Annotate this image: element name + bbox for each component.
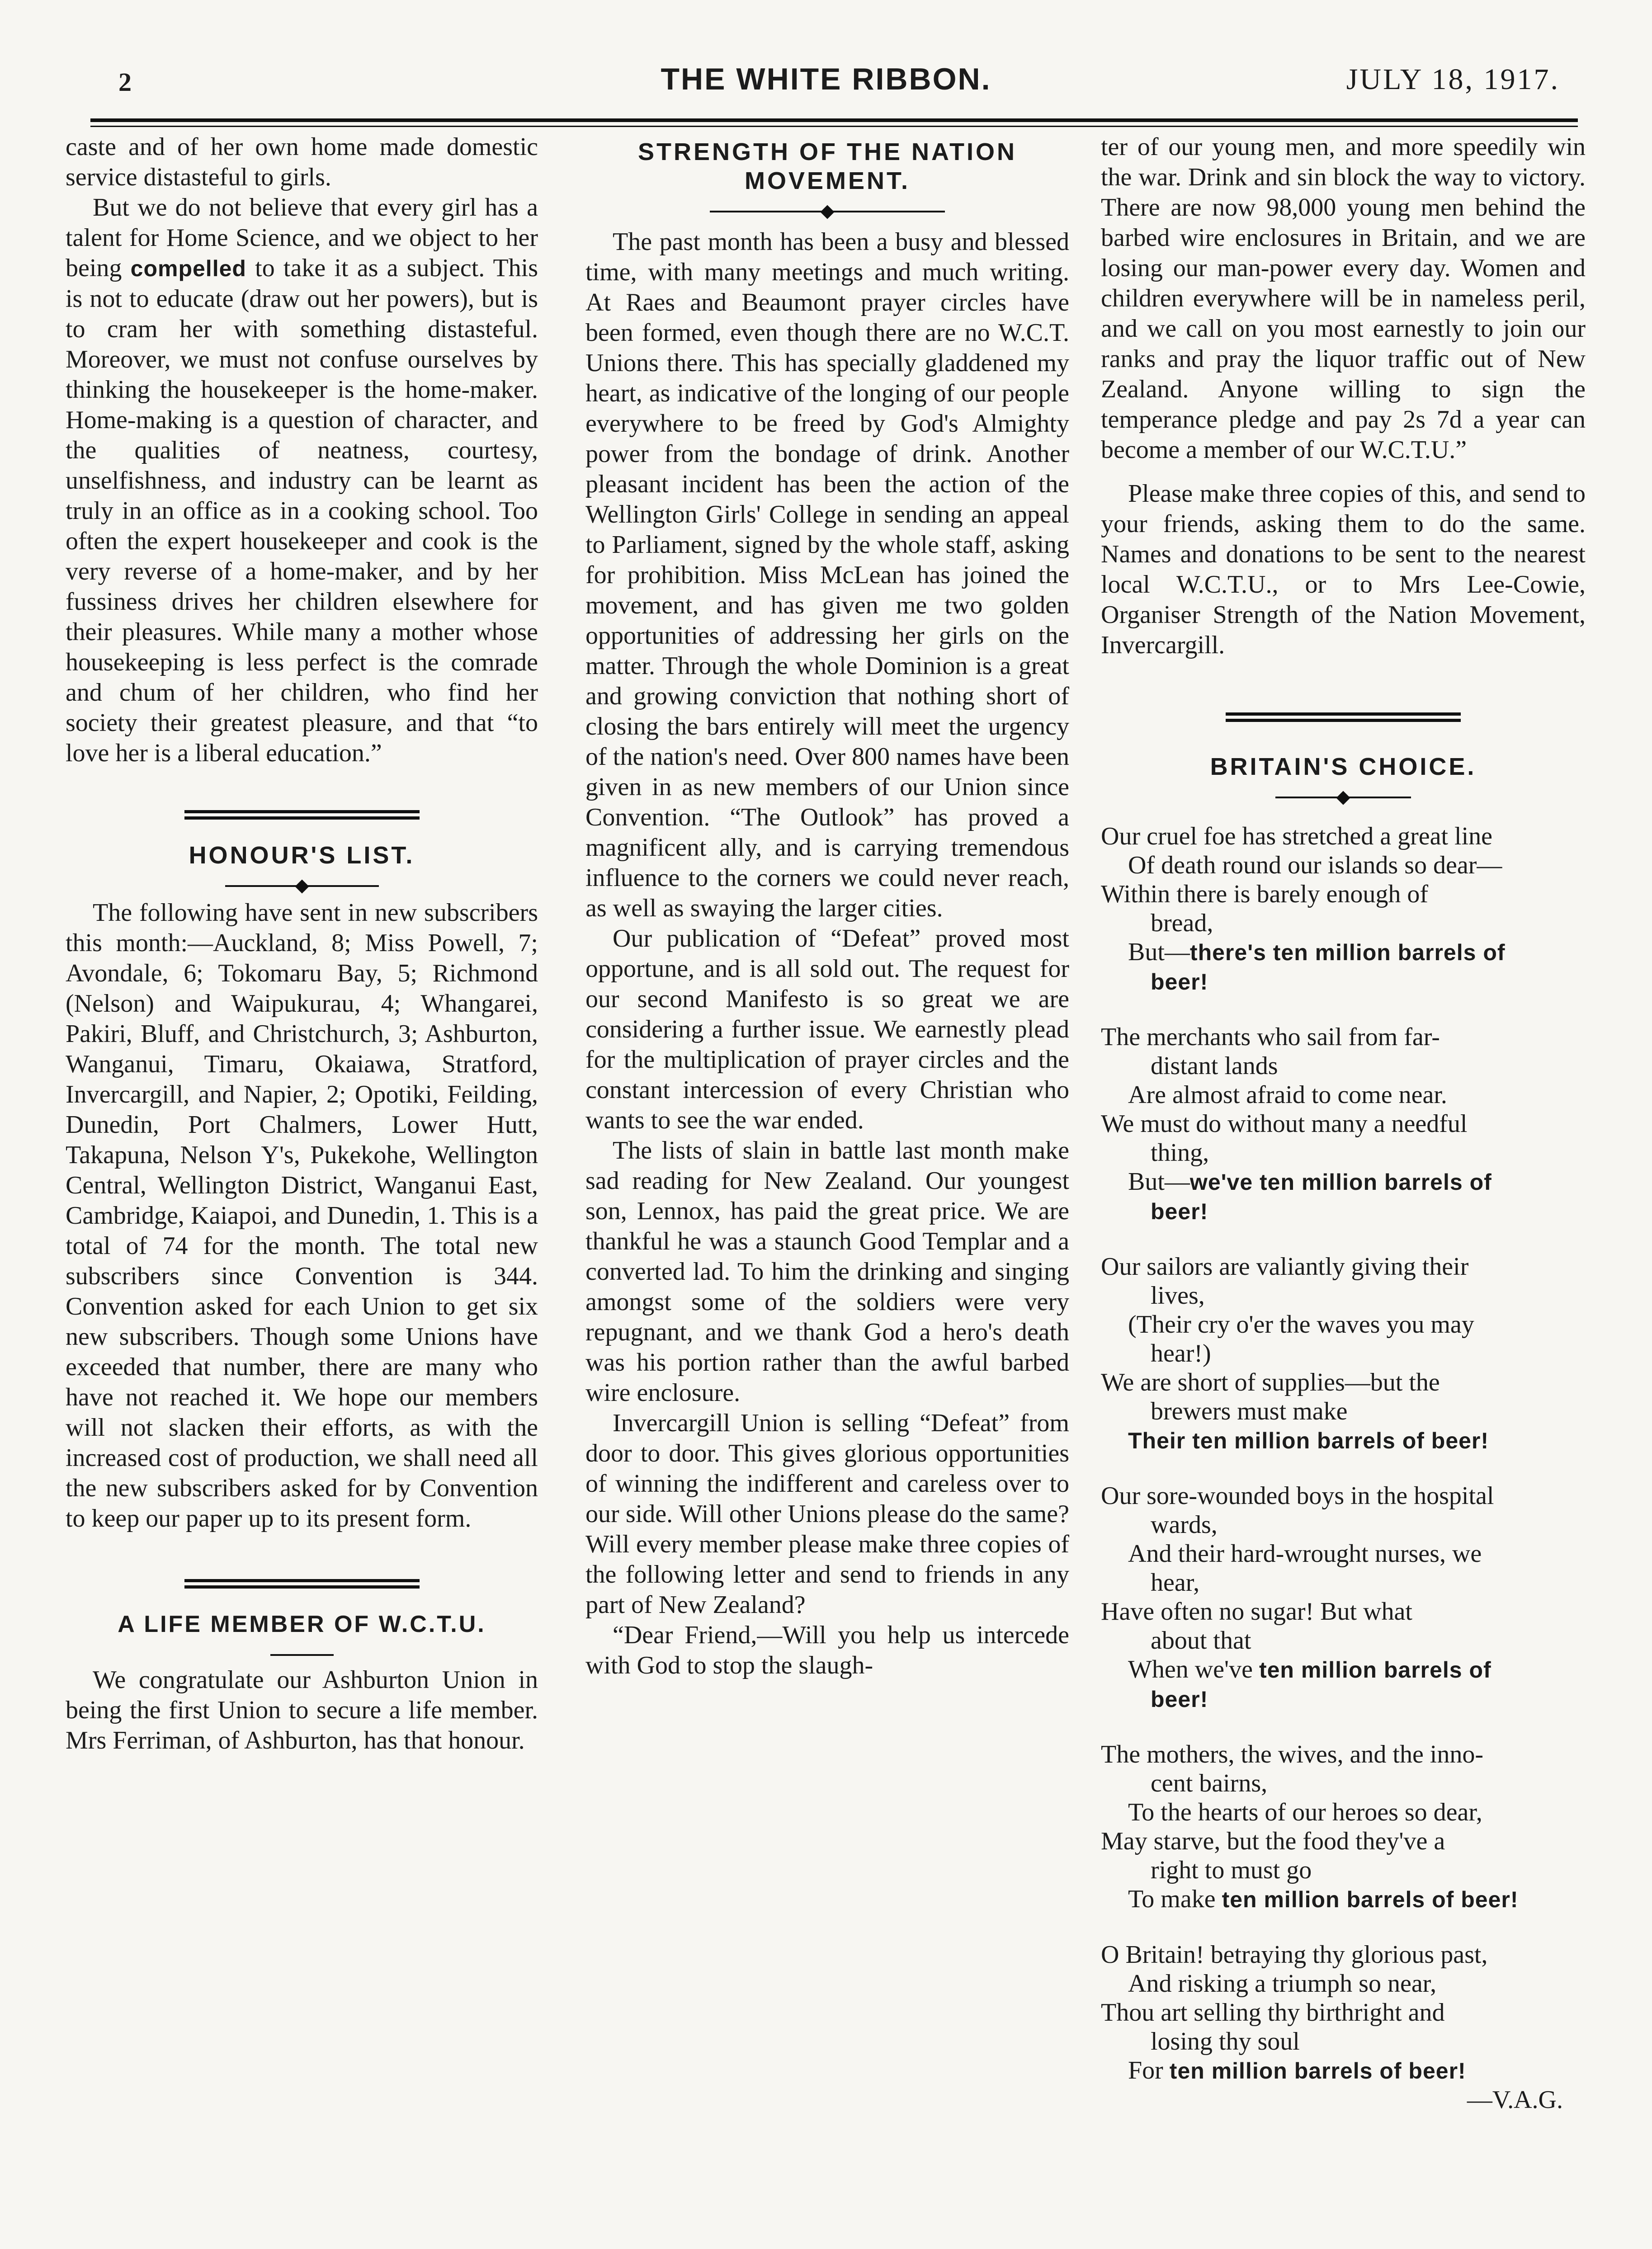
poem-stanza: Our cruel foe has stretched a great line Of death round our islands so dear— Within there is barely enough of bread, But—there's ten million barrels of beer!: [1101, 822, 1506, 995]
newspaper-title: THE WHITE RIBBON.: [661, 62, 991, 96]
refrain-bold: ten million barrels of beer!: [1222, 1887, 1519, 1912]
poem-stanza: The merchants who sail from far- distant lands Are almost afraid to come near. We must do without many a needful thing, But—we've ten million barrels of beer!: [1101, 1023, 1492, 1224]
section-divider: [184, 810, 420, 820]
ornament-divider: [710, 205, 945, 218]
poem-signature: —V.A.G.: [1467, 2086, 1563, 2114]
ornament-divider: [270, 1649, 334, 1661]
life-member-text: We congratulate our Ashburton Union in being the first Union to secure a life member. Mrs Ferriman, of Ashburton, has that honour.: [66, 1666, 538, 1754]
honours-list-heading: HONOUR'S LIST.: [189, 842, 415, 869]
poem-stanza: O Britain! betraying thy glorious past, And risking a triumph so near, Thou art selling thy birthright and losing thy soul For ten million barrels of beer!: [1101, 1941, 1488, 2084]
refrain-bold: we've ten million barrels of: [1189, 1169, 1492, 1195]
page-header: [0, 0, 1652, 113]
honours-list-text: The following have sent in new subscribers this month:—Auckland, 8; Miss Powell, 7; Avondale, 6; Tokomaru Bay, 5; Richmond (Nelson) and Waipukurau, 4; Whangarei, Pakiri, Bluff, and Christchurch, 3; Ashburton, Wanganui, Timaru, Okaiawa, Stratford, Invercargill, and Napier, 2; Opotiki, Feilding, Dunedin, Port Chalmers, Lower Hutt, Takapuna, Nelson Y's, Pukekohe, Wellington Central, Wellington District, Wanganui East, Cambridge, Kaiapoi, and Dunedin, 1. This is a total of 74 for the month. The total new subscribers since Convention is 344. Convention asked for each Union to get six new subscribers. Though some Unions have exceeded that number, there are many who have not reached it. We hope our members will not slacken their efforts, as with the increased cost of production, we shall need all the new subscribers asked for by Convention to keep our paper up to its present form.: [66, 899, 538, 1532]
article-paragraph: “Dear Friend,—Will you help us intercede with God to stop the slaugh-: [585, 1621, 1069, 1679]
refrain-bold: Their ten million barrels of beer!: [1128, 1428, 1489, 1453]
refrain-bold: there's ten million barrels of: [1189, 940, 1506, 965]
article-paragraph: The past month has been a busy and blessed time, with many meetings and much writing. At Raes and Beaumont prayer circles have been formed, even though there are no W.C.T. Unions there. This has specially gladdened my heart, as indicative of the longing of our people everywhere to be freed by God's Almighty power from the bondage of drink. Another pleasant incident has been the action of the Wellington Girls' College in sending an appeal to Parliament, signed by the whole staff, asking for prohibition. Miss McLean has joined the movement, and has given me two golden opportunities of addressing her girls on the matter. Through the whole Dominion is a great and growing conviction that nothing short of closing the bars entirely will meet the urgency of the nation's need. Over 800 names have been given in as new members of our Union since Convention. “The Outlook” has proved a magnificent ally, and is carrying tremendous influence to the corners we could never reach, as well as swaying the larger cities.: [585, 228, 1069, 922]
article-paragraph: But we do not believe that every girl has a talent for Home Science, and we object to her being compelled to take it as a subject. This is not to educate (draw out her powers), but is to cram her with something distasteful. Moreover, we must not confuse ourselves by thinking the housekeeper is the home-maker. Home-making is a question of character, and the qualities of neatness, courtesy, unselfishness, and industry can be learnt as truly in an office as in a cooking school. Too often the expert housekeeper and cook is the very reverse of a home-maker, and by her fussiness drives her children elsewhere for their pleasures. While many a mother whose housekeeping is less perfect is the comrade and chum of her children, who find her society their greatest pleasure, and that “to love her is a liberal education.”: [66, 193, 538, 767]
refrain-bold: ten million barrels of: [1259, 1657, 1492, 1683]
ornament-divider: [225, 880, 379, 892]
article-paragraph: The lists of slain in battle last month make sad reading for New Zealand. Our youngest son, Lennox, has paid the great price. We are thankful he was a staunch Good Templar and a converted lad. To him the drinking and singing amongst some of the soldiers were very repugnant, and we thank God a hero's death was his portion rather than the awful barbed wire enclosure.: [585, 1136, 1069, 1407]
article-paragraph: Our publication of “Defeat” proved most opportune, and is all sold out. The request for our second Manifesto is so great we are considering a further issue. We earnestly plead for the multiplication of prayer circles and the constant intercession of every Christian who wants to see the war ended.: [585, 924, 1069, 1134]
column-1: [66, 132, 538, 1756]
column-2: [585, 132, 1069, 1681]
strength-of-nation-heading: STRENGTH OF THE NATION MOVEMENT.: [638, 138, 1017, 194]
header-rule-thin: [90, 126, 1578, 127]
poem-britains-choice: [1101, 822, 1586, 2114]
page-number: 2: [118, 67, 132, 97]
section-divider: [1226, 712, 1461, 722]
poem-heading: BRITAIN'S CHOICE.: [1210, 753, 1477, 780]
emphasis-compelled: compelled: [130, 256, 246, 281]
column-3: [1101, 132, 1586, 2114]
section-divider: [184, 1579, 420, 1589]
issue-date: JULY 18, 1917.: [1346, 63, 1560, 96]
poem-stanza: Our sore-wounded boys in the hospital wards, And their hard-wrought nurses, we hear, Have often no sugar! But what about that When we've ten million barrels of beer!: [1101, 1482, 1494, 1712]
poem-stanza: Our sailors are valiantly giving their lives, (Their cry o'er the waves you may hear!) We are short of supplies—but the brewers must make Their ten million barrels of beer!: [1101, 1253, 1489, 1453]
article-paragraph: caste and of her own home made domestic service distasteful to girls.: [66, 133, 538, 191]
poem-stanza: The mothers, the wives, and the inno- cent bairns, To the hearts of our heroes so dear, May starve, but the food they've a right to must go To make ten million barrels of beer!: [1101, 1740, 1519, 1913]
life-member-heading: A LIFE MEMBER OF W.C.T.U.: [118, 1611, 486, 1637]
article-paragraph: Please make three copies of this, and send to your friends, asking them to do the same. Names and donations to be sent to the nearest local W.C.T.U., or to Mrs Lee-Cowie, Organiser Strength of the Nation Movement, Invercargill.: [1101, 480, 1586, 659]
article-paragraph: Invercargill Union is selling “Defeat” from door to door. This gives glorious opportunities of winning the indifferent and careless over to our side. Will other Unions please do the same? Will every member please make three copies of the following letter and send to friends in any part of New Zealand?: [585, 1409, 1069, 1619]
ornament-divider: [1275, 791, 1411, 804]
refrain-bold: ten million barrels of beer!: [1169, 2058, 1466, 2084]
article-paragraph: ter of our young men, and more speedily win the war. Drink and sin block the way to victory. There are now 98,000 young men behind the barbed wire enclosures in Britain, and we are losing our man-power every day. Women and children everywhere will be in nameless peril, and we call on you most earnestly to join our ranks and pray the liquor traffic out of New Zealand. Anyone willing to sign the temperance pledge and pay 2s 7d a year can become a member of our W.C.T.U.”: [1101, 133, 1586, 464]
header-rule: [90, 118, 1578, 122]
